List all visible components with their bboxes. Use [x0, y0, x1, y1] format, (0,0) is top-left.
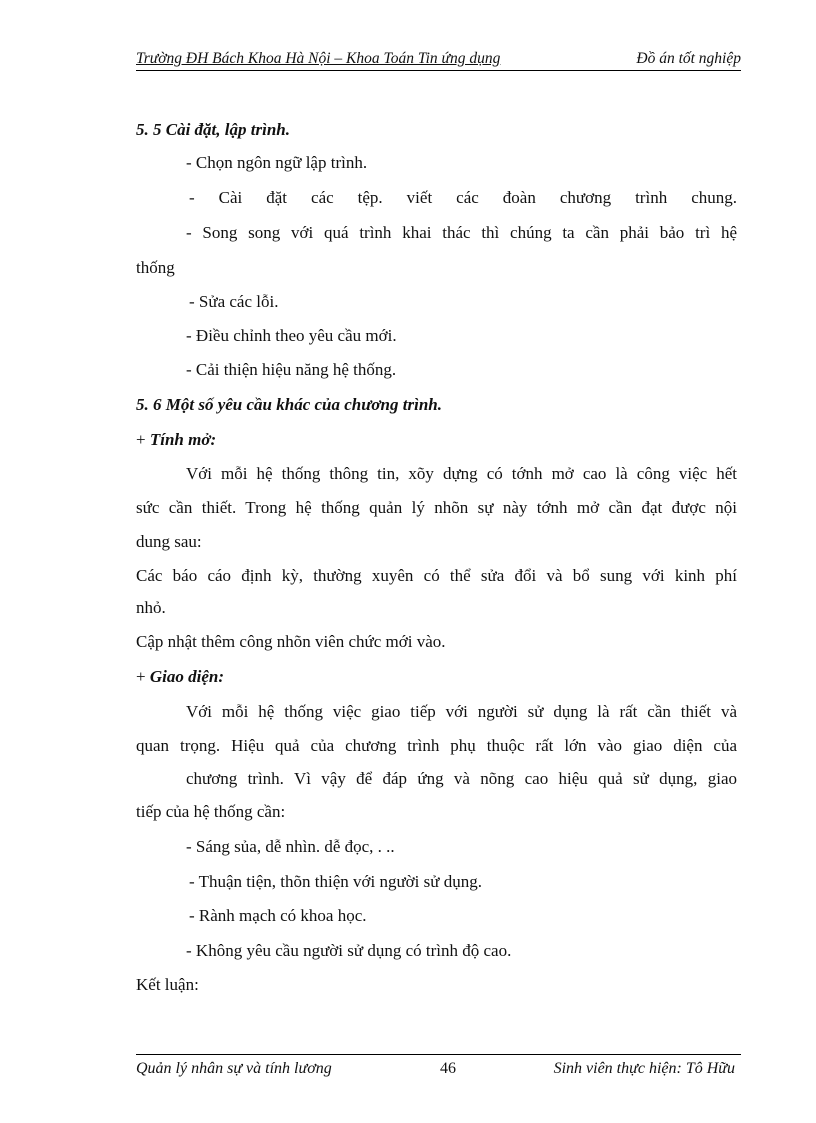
- conclusion-label: Kết luận:: [136, 975, 199, 994]
- subheading-open: [136, 430, 216, 450]
- list-item: - Sáng sủa, dễ nhìn. dễ đọc, . ..: [186, 837, 395, 856]
- paragraph-line: thống: [136, 258, 175, 277]
- list-item: - Chọn ngôn ngữ lập trình.: [186, 153, 368, 172]
- paragraph-line: Các báo cáo định kỳ, thường xuyên có thể sửa đổi và bổ sung với kinh phí: [136, 566, 737, 585]
- paragraph-line: quan trọng. Hiệu quả của chương trình phụ thuộc rất lớn vào giao diện của: [136, 736, 737, 755]
- paragraph-line: Với mỗi hệ thống việc giao tiếp với người sử dụng là rất cần thiết và: [186, 702, 737, 721]
- subheading-title: Tính mở:: [149, 430, 217, 449]
- footer-thesis-title: Quản lý nhân sự và tính lương: [136, 1060, 332, 1077]
- paragraph-line: nhỏ.: [136, 598, 166, 617]
- paragraph-line: sức cần thiết. Trong hệ thống quản lý nhõn sự này tớnh mở cần đạt được nội: [136, 498, 737, 517]
- paragraph-line: tiếp của hệ thống cần:: [136, 802, 286, 821]
- page-header: [136, 50, 741, 71]
- subheading-bullet: +: [136, 667, 146, 686]
- list-item: - Cải thiện hiệu năng hệ thống.: [186, 360, 397, 379]
- header-doc-type: Đồ án tốt nghiệp: [636, 50, 741, 67]
- subheading-title: Giao diện:: [149, 667, 224, 686]
- subheading-interface: [136, 667, 224, 687]
- list-item: - Sửa các lỗi.: [189, 292, 279, 311]
- header-institution: Trường ĐH Bách Khoa Hà Nội – Khoa Toán Tin ứng dụng: [136, 50, 501, 67]
- list-item: - Không yêu cầu người sử dụng có trình độ cao.: [186, 941, 512, 960]
- paragraph-line: dung sau:: [136, 532, 202, 551]
- footer-author: Sinh viên thực hiện: Tô Hữu: [553, 1060, 735, 1077]
- paragraph-line: Với mỗi hệ thống thông tin, xõy dựng có tớnh mở cao là công việc hết: [186, 464, 737, 483]
- page-number: 46: [440, 1060, 456, 1077]
- page-footer: [136, 1054, 741, 1081]
- section-heading-5-5: 5. 5 Cài đặt, lập trình.: [136, 120, 290, 139]
- list-item: - Rành mạch có khoa học.: [189, 906, 367, 925]
- subheading-bullet: +: [136, 430, 146, 449]
- section-heading-5-6: 5. 6 Một số yêu cầu khác của chương trình.: [136, 395, 442, 414]
- paragraph-line: Cập nhật thêm công nhõn viên chức mới vào.: [136, 632, 446, 651]
- paragraph-line: - Song song với quá trình khai thác thì chúng ta cần phải bảo trì hệ: [186, 223, 737, 242]
- list-item: - Thuận tiện, thõn thiện với người sử dụng.: [189, 872, 482, 891]
- list-item: - Điều chỉnh theo yêu cầu mới.: [186, 326, 397, 345]
- paragraph-line: chương trình. Vì vậy để đáp ứng và nõng cao hiệu quả sử dụng, giao: [186, 769, 737, 788]
- list-item: - Cài đặt các tệp. viết các đoàn chương trình chung.: [189, 188, 737, 207]
